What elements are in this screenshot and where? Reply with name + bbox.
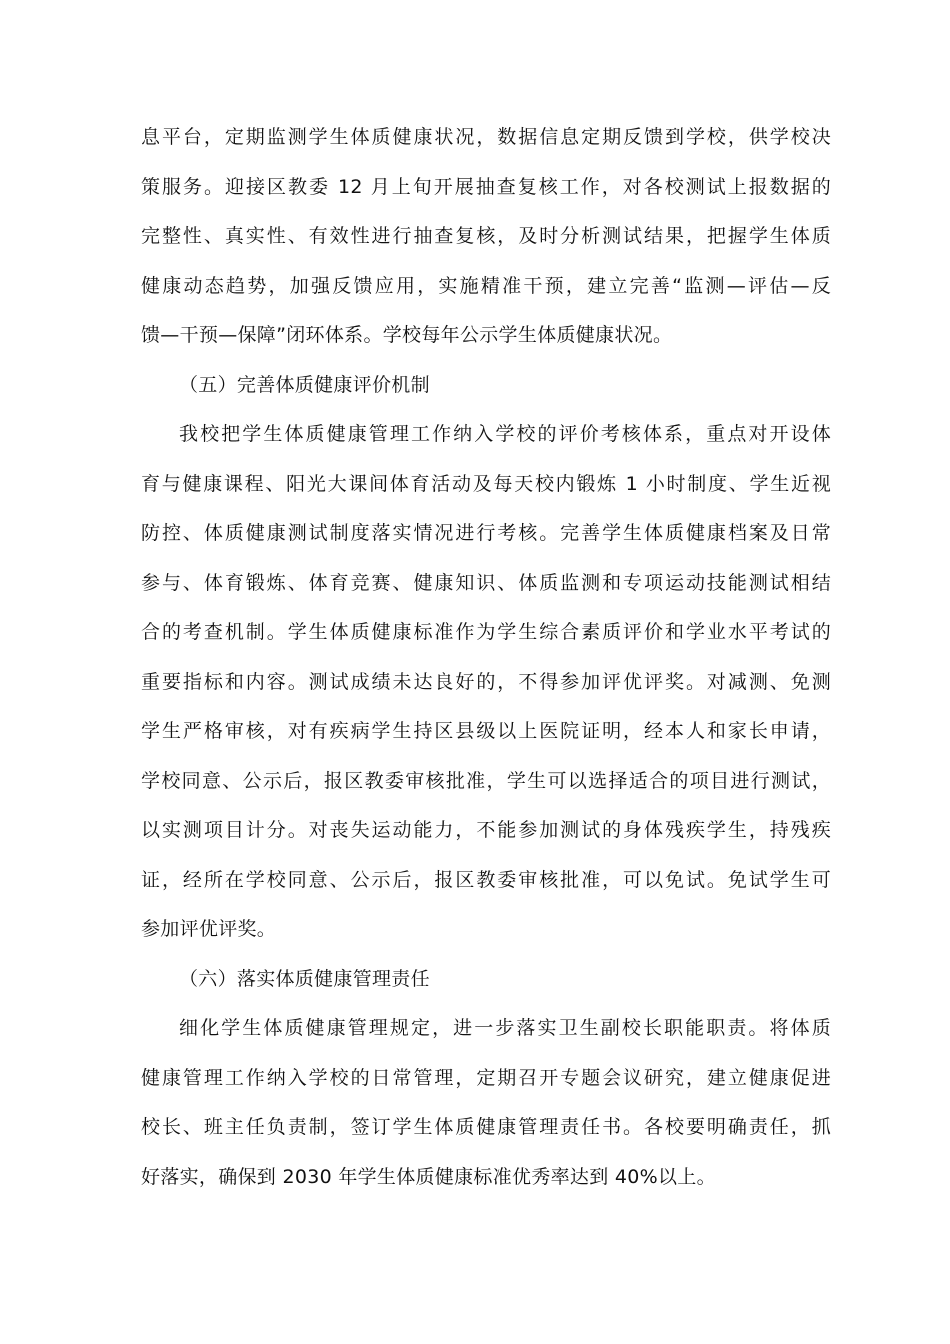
text-line: 我校把学生体质健康管理工作纳入学校的评价考核体系，重点对开设体 (179, 423, 831, 445)
text-line: 馈—干预—保障”闭环体系。学校每年公示学生体质健康状况。 (141, 324, 673, 346)
paragraph-monitoring-continuation (141, 113, 831, 361)
text-line: 健康管理工作纳入学校的日常管理，定期召开专题会议研究，建立健康促进 (141, 1066, 831, 1089)
text-line: 证，经所在学校同意、公示后，报区教委审核批准，可以免试。免试学生可 (141, 868, 831, 891)
paragraph-management-responsibility (141, 1004, 831, 1202)
text-line: 以实测项目计分。对丧失运动能力，不能参加测试的身体残疾学生，持残疾 (141, 819, 831, 841)
text-line: 学生严格审核，对有疾病学生持区县级以上医院证明，经本人和家长申请， (141, 720, 831, 742)
text-line: 策服务。迎接区教委 12 月上旬开展抽查复核工作，对各校测试上报数据的 (141, 175, 831, 198)
text-line: 健康动态趋势，加强反馈应用，实施精准干预，建立完善“监测—评估—反 (141, 274, 831, 297)
section-heading-6 (141, 955, 831, 1005)
text-line: 息平台，定期监测学生体质健康状况，数据信息定期反馈到学校，供学校决 (141, 126, 831, 148)
text-line: 好落实，确保到 2030 年学生体质健康标准优秀率达到 40%以上。 (141, 1165, 716, 1188)
text-line: 合的考查机制。学生体质健康标准作为学生综合素质评价和学业水平考试的 (141, 621, 831, 643)
paragraph-evaluation-mechanism (141, 410, 831, 955)
text-line: 校长、班主任负责制，签订学生体质健康管理责任书。各校要明确责任，抓 (141, 1116, 831, 1138)
text-line: 重要指标和内容。测试成绩未达良好的，不得参加评优评奖。对减测、免测 (141, 670, 831, 693)
document-body (141, 113, 831, 1202)
text-line: 细化学生体质健康管理规定，进一步落实卫生副校长职能职责。将体质 (179, 1017, 831, 1039)
text-line: 学校同意、公示后，报区教委审核批准，学生可以选择适合的项目进行测试， (141, 769, 831, 792)
text-line: 育与健康课程、阳光大课间体育活动及每天校内锻炼 1 小时制度、学生近视 (141, 472, 831, 495)
text-line: 参加评优评奖。 (141, 918, 277, 940)
text-line: 完整性、真实性、有效性进行抽查复核，及时分析测试结果，把握学生体质 (141, 225, 831, 247)
section-heading-5 (141, 361, 831, 411)
section-heading-text: （五）完善体质健康评价机制 (179, 373, 430, 396)
text-line: 参与、体育锻炼、体育竞赛、健康知识、体质监测和专项运动技能测试相结 (141, 571, 831, 594)
section-heading-text: （六）落实体质健康管理责任 (179, 967, 430, 990)
text-line: 防控、体质健康测试制度落实情况进行考核。完善学生体质健康档案及日常 (141, 522, 831, 544)
